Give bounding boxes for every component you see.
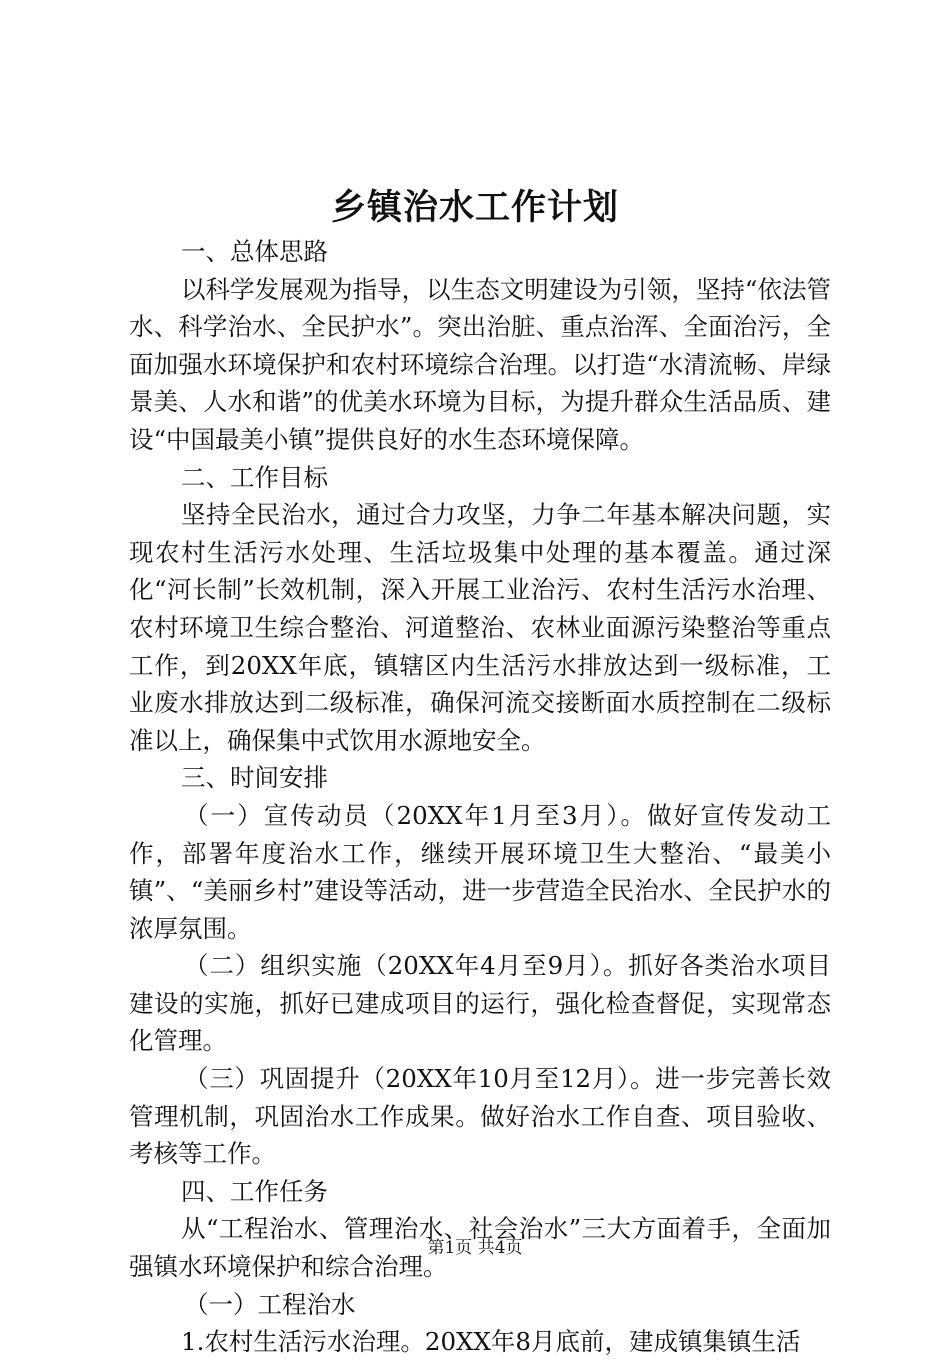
paragraph-work-goals: 坚持全民治水，通过合力攻坚，力争二年基本解决问题，实现农村生活污水处理、生活垃圾集中处理的基本覆盖。通过深化“河长制”长效机制，深入开展工业治污、农村生活污水治理、农村环境卫生综合整治、河道整治、农林业面源污染整治等重点工作，到20XX年底，镇辖区内生活污水排放达到一级标准，工业废水排放达到二级标准，确保河流交接断面水质控制在二级标准以上，确保集中式饮用水源地安全。 (129, 500, 831, 755)
document-body (129, 233, 831, 1361)
schedule-item-publicity: （一）宣传动员（20XX年1月至3月）。做好宣传发动工作，部署年度治水工作，继续开展环境卫生大整治、“最美小镇”、“美丽乡村”建设等活动，进一步营造全民治水、全民护水的浓厚氛围。 (129, 800, 831, 943)
schedule-item-implementation: （二）组织实施（20XX年4月至9月）。抓好各类治水项目建设的实施，抓好已建成项目的运行，强化检查督促，实现常态化管理。 (129, 951, 831, 1056)
section-heading-work-tasks: 四、工作任务 (181, 1176, 328, 1206)
paragraph-overall-approach: 以科学发展观为指导，以生态文明建设为引领，坚持“依法管水、科学治水、全民护水”。突出治脏、重点治浑、全面治污，全面加强水环境保护和农村环境综合治理。以打造“水清流畅、岸绿景美、人水和谐”的优美水环境为目标，为提升群众生活品质、建设“中国最美小镇”提供良好的水生态环境保障。 (129, 274, 831, 454)
section-heading-schedule: 三、时间安排 (181, 763, 328, 793)
task-item-rural-sewage: 1.农村生活污水治理。20XX年8月底前，建成镇集镇生活 (181, 1327, 801, 1357)
page-footer: 第1页 共4页 (427, 1238, 523, 1258)
subsection-heading-engineering: （一）工程治水 (184, 1289, 356, 1319)
document-title: 乡镇治水工作计划 (330, 187, 619, 228)
section-heading-work-goals: 二、工作目标 (181, 462, 328, 492)
schedule-item-consolidation: （三）巩固提升（20XX年10月至12月）。进一步完善长效管理机制，巩固治水工作成果。做好治水工作自查、项目验收、考核等工作。 (129, 1064, 831, 1169)
section-heading-overall-approach: 一、总体思路 (181, 237, 328, 266)
paragraph-work-tasks: 从“工程治水、管理治水、社会治水”三大方面着手，全面加强镇水环境保护和综合治理。 (129, 1214, 831, 1282)
